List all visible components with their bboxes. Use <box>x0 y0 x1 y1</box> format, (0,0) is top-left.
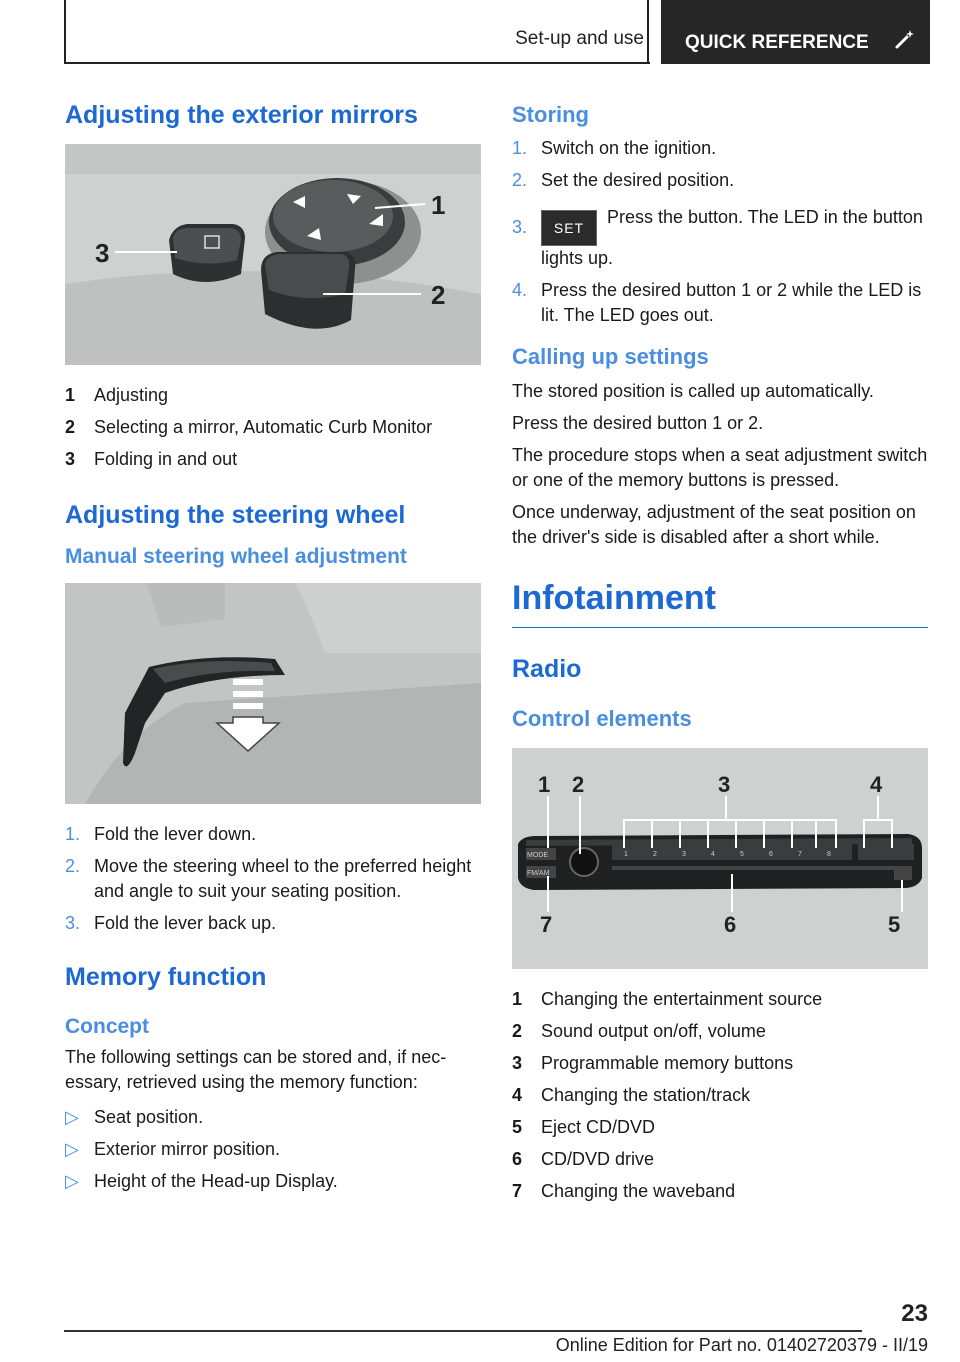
legend-text: Changing the waveband <box>541 1180 736 1201</box>
legend-number: 1 <box>512 988 523 1009</box>
step-number: 2. <box>65 856 81 877</box>
legend-item <box>512 1147 928 1172</box>
step-text: Press the button. The LED in the button lights up. <box>541 207 923 269</box>
infotainment-heading: Infotainment <box>512 578 928 628</box>
mirrors-heading: Adjusting the exterior mirrors <box>65 101 418 129</box>
triangle-bullet-icon: ▷ <box>65 1139 79 1160</box>
step-text: Set the desired position. <box>541 170 735 191</box>
calling-heading: Calling up settings <box>512 344 709 370</box>
legend-number: 7 <box>512 1180 523 1201</box>
radio-heading: Radio <box>512 654 582 683</box>
preset-key-text: 1 <box>624 850 628 858</box>
step-item <box>65 911 481 936</box>
page-header <box>64 0 930 64</box>
storing-steps <box>512 136 928 328</box>
bullet-text: Height of the Head-up Display. <box>94 1171 338 1192</box>
radio-label-2: 2 <box>572 771 585 797</box>
radio-label-1: 1 <box>538 771 551 797</box>
manual-steering-steps <box>65 822 481 936</box>
step-text: Press the desired button 1 or 2 while the LED is lit. The LED goes out. <box>541 280 922 326</box>
header-separator <box>647 0 649 64</box>
step-number: 3. <box>512 217 528 238</box>
quick-reference-tab[interactable] <box>661 0 930 64</box>
radio-label-7: 7 <box>540 911 553 937</box>
step-number: 1. <box>512 138 528 159</box>
radio-label-6: 6 <box>724 911 737 937</box>
step-text: Move the steering wheel to the preferred height and angle to suit your seating position. <box>94 856 472 902</box>
steering-heading: Adjusting the steering wheel <box>65 501 406 529</box>
fmam-key-text: FM/AM <box>527 869 550 877</box>
storing-heading: Storing <box>512 102 589 127</box>
step-text: Fold the lever back up. <box>94 913 277 934</box>
left-column <box>65 100 481 1214</box>
triangle-bullet-icon: ▷ <box>65 1107 79 1128</box>
bullet-item <box>65 1137 481 1162</box>
step-number: 4. <box>512 280 528 301</box>
legend-number: 1 <box>65 385 76 405</box>
preset-key-text: 8 <box>827 850 831 858</box>
step-item <box>512 205 928 271</box>
legend-text: Sound output on/off, volume <box>541 1020 766 1041</box>
step-text: Switch on the ignition. <box>541 138 717 159</box>
legend-item <box>512 1115 928 1140</box>
legend-text: Changing the entertainment source <box>541 988 823 1009</box>
memory-heading: Memory function <box>65 963 267 992</box>
preset-key-text: 4 <box>711 850 715 858</box>
mirror-switch-figure <box>65 144 481 365</box>
legend-item <box>512 1019 928 1044</box>
steering-lever-figure <box>65 583 481 804</box>
concept-paragraph: The following settings can be stored and, if nec-essary, retrieved using the memory function: <box>65 1047 447 1093</box>
legend-item <box>512 987 928 1012</box>
mirror-label-1: 1 <box>431 190 446 220</box>
legend-text: Selecting a mirror, Automatic Curb Monitor <box>94 417 433 437</box>
mode-key-text: MODE <box>527 851 548 859</box>
step-text: Fold the lever down. <box>94 824 257 845</box>
preset-key-text: 5 <box>740 850 744 858</box>
legend-item <box>65 447 481 472</box>
legend-number: 3 <box>65 449 76 469</box>
bullet-item <box>65 1105 481 1130</box>
edition-note: Online Edition for Part no. 01402720379 - II/19 <box>555 1335 928 1355</box>
footer-rule <box>64 1330 862 1332</box>
bullet-item <box>65 1169 481 1194</box>
preset-key-text: 7 <box>798 850 802 858</box>
legend-number: 5 <box>512 1116 523 1137</box>
mirrors-legend <box>65 383 481 472</box>
header-left-rule <box>64 0 66 64</box>
legend-number: 2 <box>65 417 76 437</box>
quick-reference-label: QUICK REFERENCE <box>685 32 869 53</box>
legend-text: Adjusting <box>94 385 169 405</box>
step-item <box>65 854 481 904</box>
step-item <box>512 278 928 328</box>
legend-number: 6 <box>512 1148 523 1169</box>
legend-item <box>512 1083 928 1108</box>
control-elements-heading: Control elements <box>512 705 692 731</box>
legend-item <box>65 415 481 440</box>
concept-subheading: Concept <box>65 1015 149 1039</box>
calling-paragraph: The procedure stops when a seat adjustment switch or one of the memory buttons is pressed. <box>512 444 928 490</box>
radio-label-5: 5 <box>888 911 901 937</box>
header-section-title: Set-up and use <box>515 28 644 49</box>
legend-text: Programmable memory buttons <box>541 1052 794 1073</box>
bullet-text: Seat position. <box>94 1107 204 1128</box>
header-bottom-rule <box>64 62 650 64</box>
mirror-label-2: 2 <box>431 280 446 310</box>
calling-paragraph: Once underway, adjustment of the seat position on the driver's side is disabled after a short while. <box>512 501 916 547</box>
legend-text: CD/DVD drive <box>541 1148 655 1169</box>
radio-legend <box>512 987 928 1204</box>
page-number: 23 <box>901 1300 928 1327</box>
legend-item <box>65 383 481 408</box>
concept-bullets <box>65 1105 481 1194</box>
legend-number: 2 <box>512 1020 523 1041</box>
preset-key-text: 6 <box>769 850 773 858</box>
legend-number: 3 <box>512 1052 523 1073</box>
calling-paragraph: Press the desired button 1 or 2. <box>512 412 764 433</box>
legend-text: Eject CD/DVD <box>541 1116 656 1137</box>
magic-wand-icon <box>894 28 916 56</box>
legend-number: 4 <box>512 1084 523 1105</box>
calling-paragraph: The stored position is called up automatically. <box>512 380 874 401</box>
step-number: 3. <box>65 913 81 934</box>
triangle-bullet-icon: ▷ <box>65 1171 79 1192</box>
step-item <box>512 168 928 193</box>
legend-text: Changing the station/track <box>541 1084 751 1105</box>
step-item <box>65 822 481 847</box>
preset-key-text: 3 <box>682 850 686 858</box>
legend-item <box>512 1179 928 1204</box>
radio-label-3: 3 <box>718 771 731 797</box>
step-item <box>512 136 928 161</box>
legend-text: Folding in and out <box>94 449 238 469</box>
radio-label-4: 4 <box>870 771 883 797</box>
step-number: 2. <box>512 170 528 191</box>
radio-panel-figure <box>512 748 928 969</box>
mirror-label-3: 3 <box>95 238 110 268</box>
preset-key-text: 2 <box>653 850 657 858</box>
legend-item <box>512 1051 928 1076</box>
step-number: 1. <box>65 824 81 845</box>
right-column <box>512 102 928 1224</box>
set-button-icon: SET <box>541 210 597 246</box>
manual-steering-subheading: Manual steering wheel adjustment <box>65 545 407 568</box>
bullet-text: Exterior mirror position. <box>94 1139 281 1160</box>
